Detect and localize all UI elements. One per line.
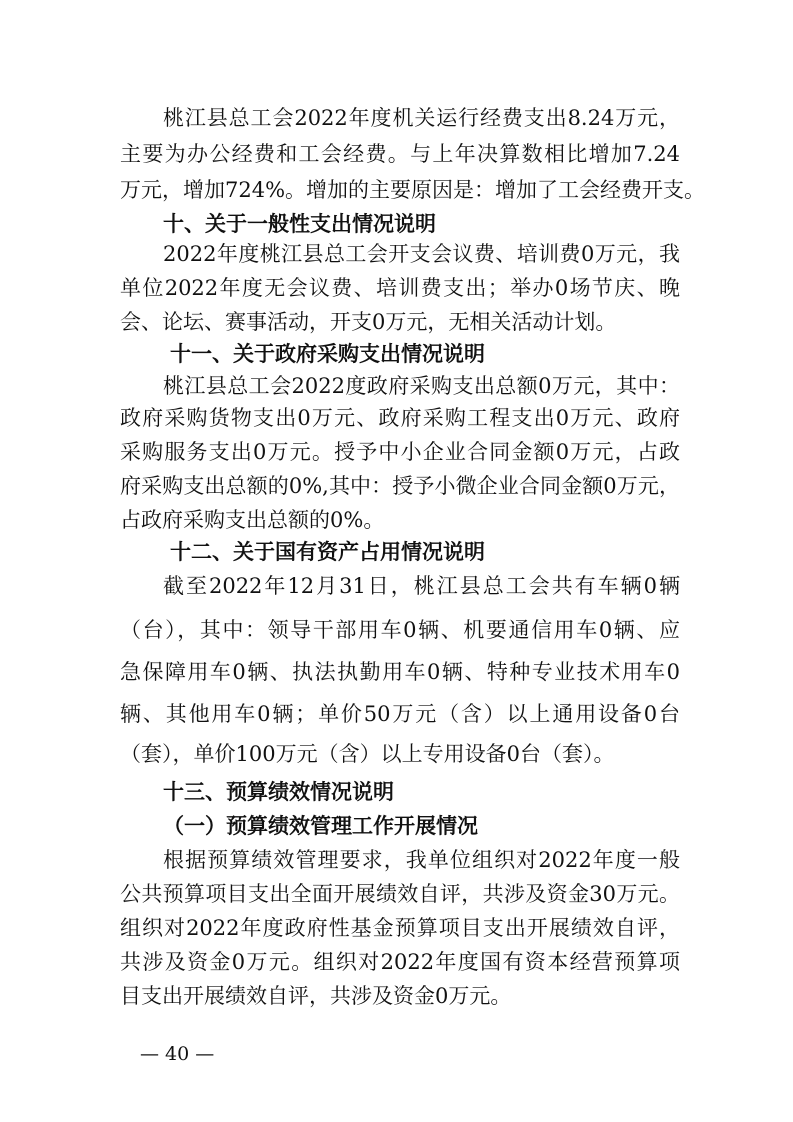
paragraph-line: 主要为办公经费和工会经费。与上年决算数相比增加7.24 bbox=[120, 142, 680, 166]
paragraph-line: 根据预算绩效管理要求，我单位组织对2022年度一般 bbox=[163, 848, 680, 872]
paragraph-line: 辆、其他用车0辆；单价50万元（含）以上通用设备0台 bbox=[120, 702, 680, 726]
paragraph-line: 采购服务支出0万元。授予中小企业合同金额0万元，占政 bbox=[120, 440, 680, 464]
paragraph-line: 桃江县总工会2022度政府采购支出总额0万元，其中： bbox=[163, 374, 680, 398]
paragraph-line: 组织对2022年度政府性基金预算项目支出开展绩效自评， bbox=[120, 916, 680, 940]
paragraph-line: 万元，增加724%。增加的主要原因是：增加了工会经费开支。 bbox=[120, 178, 706, 202]
paragraph-line: 2022年度桃江县总工会开支会议费、培训费0万元，我 bbox=[163, 242, 680, 266]
paragraph-line: 单位2022年度无会议费、培训费支出；举办0场节庆、晚 bbox=[120, 276, 680, 300]
paragraph-line: （台），其中：领导干部用车0辆、机要通信用车0辆、应 bbox=[120, 618, 680, 642]
paragraph-line: 共涉及资金0万元。组织对2022年度国有资本经营预算项 bbox=[120, 950, 680, 974]
paragraph-line: 截至2022年12月31日，桃江县总工会共有车辆0辆 bbox=[163, 574, 680, 598]
paragraph-line: 府采购支出总额的0%,其中：授予小微企业合同金额0万元， bbox=[120, 474, 680, 498]
section-heading-10: 十、关于一般性支出情况说明 bbox=[163, 212, 436, 236]
paragraph-line: 公共预算项目支出全面开展绩效自评，共涉及资金30万元。 bbox=[120, 882, 680, 906]
paragraph-line: 会、论坛、赛事活动，开支0万元，无相关活动计划。 bbox=[120, 310, 617, 334]
subsection-heading-13-1: （一）预算绩效管理工作开展情况 bbox=[163, 814, 478, 838]
page-number: — 40 — bbox=[140, 1043, 215, 1065]
paragraph-line: 目支出开展绩效自评，共涉及资金0万元。 bbox=[120, 984, 512, 1008]
paragraph-line: 桃江县总工会2022年度机关运行经费支出8.24万元， bbox=[163, 106, 680, 130]
section-heading-11: 十一、关于政府采购支出情况说明 bbox=[170, 342, 485, 366]
section-heading-12: 十二、关于国有资产占用情况说明 bbox=[170, 540, 485, 564]
paragraph-line: （套），单价100万元（含）以上专用设备0台（套）。 bbox=[120, 742, 615, 766]
paragraph-line: 占政府采购支出总额的0%。 bbox=[120, 508, 385, 532]
section-heading-13: 十三、预算绩效情况说明 bbox=[163, 780, 394, 804]
paragraph-line: 急保障用车0辆、执法执勤用车0辆、特种专业技术用车0 bbox=[120, 660, 680, 684]
paragraph-line: 政府采购货物支出0万元、政府采购工程支出0万元、政府 bbox=[120, 406, 680, 430]
